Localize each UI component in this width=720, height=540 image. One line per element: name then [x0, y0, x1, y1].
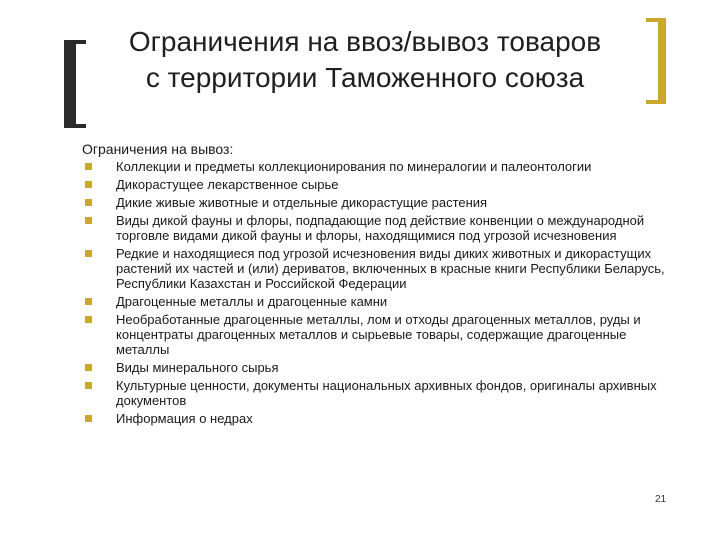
list-item-text: Культурные ценности, документы национальных архивных фондов, оригиналы архивных документов — [116, 378, 657, 408]
list-item — [82, 159, 682, 174]
square-bullet-icon — [85, 364, 92, 371]
right-bracket-decoration — [658, 18, 666, 104]
list-item — [82, 246, 682, 291]
list-item-text: Виды минерального сырья — [116, 360, 279, 375]
list-item — [82, 411, 682, 426]
square-bullet-icon — [85, 415, 92, 422]
restrictions-list — [82, 159, 682, 426]
list-item — [82, 360, 682, 375]
title-line-2: с территории Таможенного союза — [145, 62, 585, 93]
list-item — [82, 195, 682, 210]
list-item-text: Виды дикой фауны и флоры, подпадающие под действие конвенции о международной торговле видами дикой фауны и флоры, находящимися под угрозой исчезновения — [116, 213, 645, 243]
square-bullet-icon — [85, 217, 92, 224]
list-item-text: Дикие живые животные и отдельные дикорастущие растения — [116, 195, 488, 210]
list-item-text: Дикорастущее лекарственное сырье — [116, 177, 339, 192]
square-bullet-icon — [85, 298, 92, 305]
list-item — [82, 312, 682, 357]
list-item-text: Редкие и находящиеся под угрозой исчезновения виды диких животных и дикорастущих растений их частей и (или) дериватов, включенных в красные книги Республики Беларусь, Республики Казахстан и Российской Федерации — [116, 246, 665, 291]
square-bullet-icon — [85, 163, 92, 170]
list-item-text: Коллекции и предметы коллекционирования по минералогии и палеонтологии — [116, 159, 592, 174]
list-item — [82, 213, 682, 243]
square-bullet-icon — [85, 382, 92, 389]
right-bracket-top — [646, 18, 666, 22]
list-item-text: Драгоценные металлы и драгоценные камни — [116, 294, 388, 309]
square-bullet-icon — [85, 250, 92, 257]
left-bracket-bottom — [64, 124, 86, 128]
list-item-text: Необработанные драгоценные металлы, лом и отходы драгоценных металлов, руды и концентраты драгоценных металлов и сырьевые товары, содержащие драгоценные металлы — [116, 312, 641, 357]
list-item — [82, 177, 682, 192]
section-heading: Ограничения на вывоз: — [82, 141, 234, 157]
list-item-text: Информация о недрах — [116, 411, 253, 426]
list-item — [82, 378, 682, 408]
left-bracket-decoration — [64, 40, 76, 128]
list-item — [82, 294, 682, 309]
slide-content — [82, 140, 682, 429]
square-bullet-icon — [85, 316, 92, 323]
right-bracket-bottom — [646, 100, 666, 104]
page-number: 21 — [655, 494, 667, 505]
title-line-1: Ограничения на ввоз/вывоз товаров — [128, 26, 602, 57]
square-bullet-icon — [85, 199, 92, 206]
slide-title — [82, 24, 648, 96]
square-bullet-icon — [85, 181, 92, 188]
